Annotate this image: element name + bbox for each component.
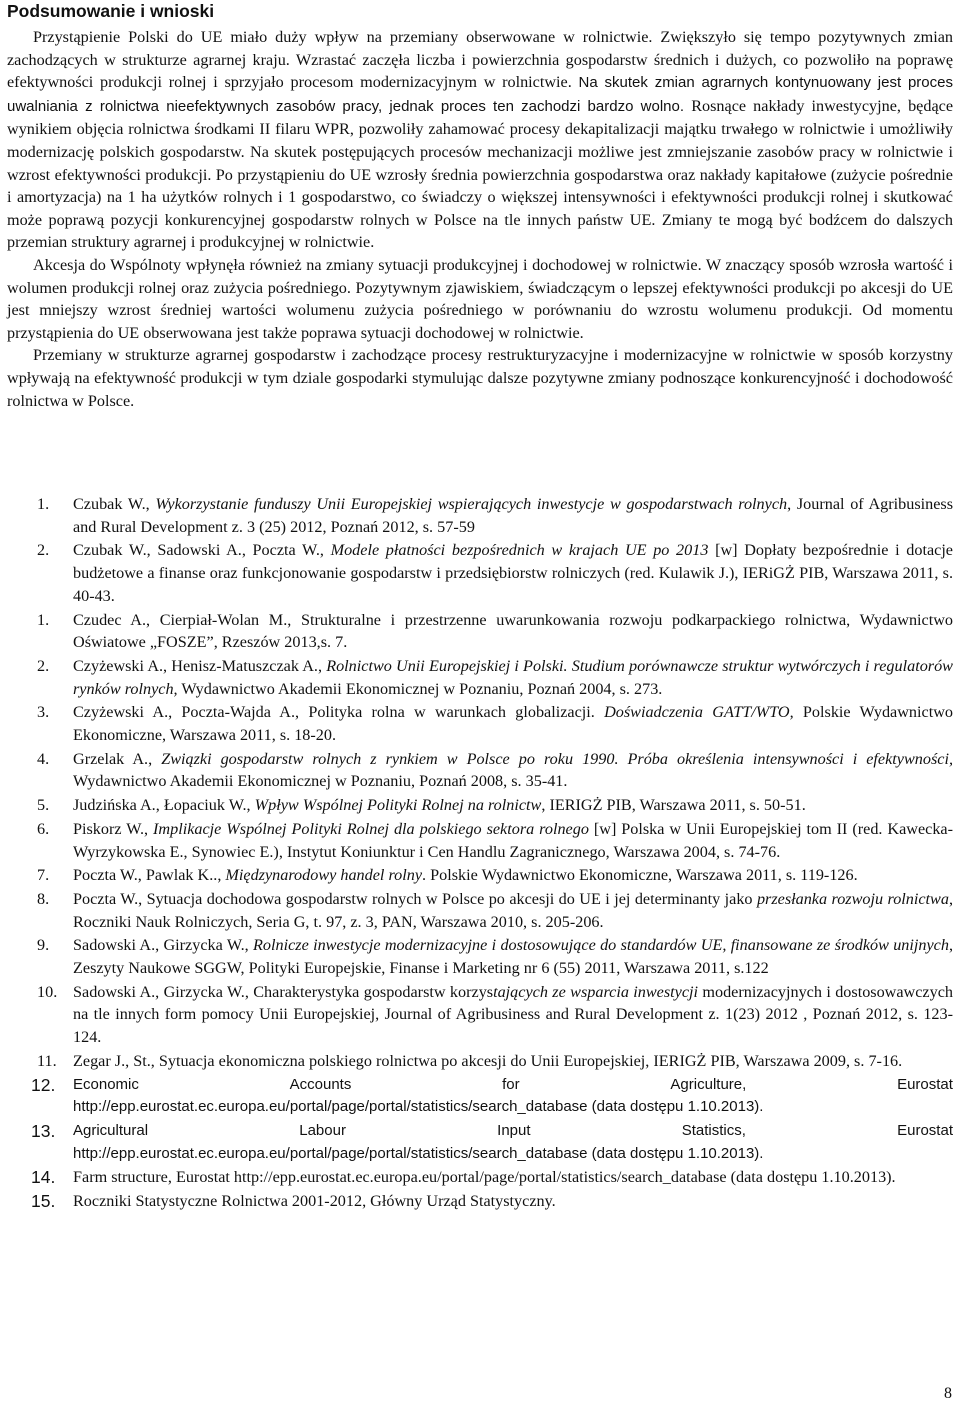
reference-number: 4.	[37, 749, 50, 768]
reference-word: Accounts	[289, 1075, 352, 1093]
reference-word: Statistics,	[681, 1121, 746, 1139]
reference-word: for	[502, 1075, 520, 1093]
reference-details: , Zeszyty Naukowe SGGW, Polityki Europejskie, Finanse i Marketing nr 6 (55) 2011, Warszawa 2011, s.122	[73, 936, 954, 978]
reference-title: Implikacje Wspólnej Polityki Rolnej dla polskiego sektora rolnego	[153, 819, 589, 838]
reference-item	[7, 1050, 953, 1073]
reference-item	[7, 701, 953, 746]
reference-item-web	[7, 1166, 953, 1189]
paragraph-1-part-b: Na skutek zmian agrarnych kontynuowany jest proces uwalniania z rolnictwa nieefektywnych zasobów pracy, jednak proces ten zachodzi bardzo wolno.	[7, 74, 953, 115]
reference-text	[73, 493, 953, 538]
reference-title: przesłanka rozwoju rolnictwa	[756, 889, 949, 908]
reference-details: . Polskie Wydawnictwo Ekonomiczne, Warszawa 2011, s. 119-126.	[422, 866, 858, 885]
reference-url[interactable]: http://epp.eurostat.ec.europa.eu/portal/page/portal/statistics/search_database (data dostępu 1.10.2013).	[73, 1098, 764, 1116]
reference-text	[73, 701, 953, 746]
reference-authors: Piskorz W.,	[73, 819, 154, 838]
reference-authors: Sadowski A., Girzycka W.,	[73, 936, 254, 955]
reference-item	[7, 794, 953, 817]
reference-url[interactable]: http://epp.eurostat.ec.europa.eu/portal/page/portal/statistics/search_database (data dostępu 1.10.2013).	[73, 1144, 764, 1162]
reference-authors: Grzelak A.,	[73, 749, 162, 768]
reference-item	[7, 539, 953, 607]
reference-text	[73, 981, 953, 1049]
reference-number: 5.	[37, 796, 50, 815]
reference-authors: Czyżewski A., Henisz-Matuszczak A.,	[73, 656, 327, 675]
reference-details: , IERIGŻ PIB, Warszawa 2011, s. 50-51.	[541, 796, 806, 815]
reference-word: Agricultural	[73, 1121, 149, 1139]
reference-item	[7, 888, 953, 933]
reference-title: Związki gospodarstw rolnych z rynkiem w Polsce po roku 1990. Próba określenia intensywności i efektywności,	[161, 749, 953, 768]
reference-item	[7, 864, 953, 887]
reference-number: 6.	[37, 819, 50, 838]
reference-item	[7, 655, 953, 700]
reference-title: Międzynarodowy handel rolny	[225, 866, 423, 885]
section-heading: Podsumowanie i wnioski	[7, 1, 215, 21]
reference-number: 3.	[37, 703, 50, 722]
reference-text	[73, 1050, 953, 1073]
reference-item	[7, 493, 953, 538]
reference-authors: Zegar J., St., Sytuacja ekonomiczna polskiego rolnictwa po akcesji do Unii Europejskiej, IERIGŻ PIB, Warszawa 2009, s. 7-16.	[73, 1051, 903, 1070]
reference-details: Polskie Wydawnictwo Ekonomiczne, Warszawa 2011, s. 18-20.	[73, 703, 953, 745]
reference-details: [w] Polska w Unii Europejskiej tom II (red. Kawecka-Wyrzykowska E., Synowiec E.), Instytut Koniunktur i Cen Handlu Zagranicznego, Warszawa 2004, s. 74-76.	[73, 819, 954, 861]
reference-item	[7, 748, 953, 793]
reference-number: 8.	[37, 889, 50, 908]
reference-number: 9.	[37, 936, 50, 955]
reference-word: Input	[497, 1121, 531, 1139]
reference-title: Doświadczenia GATT/WTO,	[604, 703, 794, 722]
reference-authors: Czubak W., Sadowski A., Poczta W.,	[73, 541, 331, 560]
reference-text: Farm structure, Eurostat http://epp.eurostat.ec.europa.eu/portal/page/portal/statistics/search_database (data dostępu 1.10.2013).	[73, 1168, 896, 1187]
reference-title: Wykorzystanie funduszy Unii Europejskiej wspierających inwestycje w gospodarstwach rolnych	[155, 495, 788, 513]
reference-text	[73, 1120, 953, 1165]
reference-number: 14.	[31, 1167, 56, 1188]
reference-title: Wpływ Wspólnej Polityki Rolnej na rolnictw	[254, 796, 542, 815]
paragraph-1	[7, 26, 953, 254]
reference-text	[73, 1074, 953, 1119]
reference-word: Economic	[73, 1075, 139, 1093]
reference-line-1	[73, 1074, 953, 1097]
reference-title: Modele płatności bezpośrednich w krajach UE po 2013	[330, 541, 709, 560]
reference-number: 2.	[37, 541, 50, 560]
reference-text	[73, 864, 953, 887]
reference-authors: Sadowski A., Girzycka W., Charakterystyka gospodarstw korzys	[73, 982, 494, 1001]
reference-number: 15.	[31, 1191, 56, 1212]
reference-details: modernizacyjnych i dostosowawczych na tle innych form pomocy Unii Europejskiej, Journal of Agribusiness and Rural Development z. 1(23) 2012 , Poznań 2012, s. 123-124.	[73, 982, 953, 1047]
reference-word: Labour	[299, 1121, 346, 1139]
reference-authors: Judzińska A., Łopaciuk W.,	[73, 796, 255, 815]
reference-title: Rolnicze inwestycje modernizacyjne i dostosowujące do standardów UE, finansowane ze środków unijnych	[253, 936, 949, 955]
reference-number: 1.	[37, 610, 50, 629]
paragraph-1-part-c: Rosnące nakłady inwestycyjne, będące wynikiem objęcia rolnictwa środkami II filaru WPR, pozwoliły zahamować procesy dekapitalizacji majątku trwałego w rolnictwie i umożliwiły modernizację polskich gospodarstw. Na skutek postępujących procesów mechanizacji możliwe jest zmniejszanie zasobów pracy w rolnictwie i wzrost efektywności produkcji. Po przystąpieniu do UE wzrosły średnia powierzchnia gospodarstwa oraz nakłady kapitałowe (zużycie pośrednie i amortyzacja) na 1 ha użytków rolnych i 1 gospodarstwo, co świadczy o większej intensywności i efektywności produkcji rolnej i skutkować może poprawą pozycji konkurencyjnej gospodarstw rolnych w Polsce na tle innych państw UE. Zmiany te mogą być bodźcem do dalszych przemian struktury agrarnej i produkcyjnej w rolnictwie.	[7, 96, 954, 252]
reference-item	[7, 934, 953, 979]
reference-authors: Poczta W., Sytuacja dochodowa gospodarstw rolnych w Polsce po akcesji do UE i jej determinanty jako	[73, 889, 757, 908]
reference-text	[73, 609, 953, 654]
reference-title: Rolnictwo Unii Europejskiej i Polski. Studium porównawcze struktur wytwórczych i regulatorów rynków rolnych,	[73, 656, 953, 698]
reference-item-web	[7, 1120, 953, 1165]
reference-number: 7.	[37, 866, 50, 885]
reference-details: Wydawnictwo Akademii Ekonomicznej w Poznaniu, Poznań 2008, s. 35-41.	[73, 772, 568, 791]
reference-number: 1.	[37, 495, 50, 513]
paragraph-2: Akcesja do Wspólnoty wpłynęła również na zmiany sytuacji produkcyjnej i dochodowej w rolnictwie. W znaczący sposób wzrosła wartość i wolumen produkcji rolnej oraz zużycia pośredniego. Pozytywnym zjawiskiem, świadczącym o lepszej efektywności produkcji po akcesji do UE jest mniejszy wzrost średniej wartości wolumenu zużycia pośredniego w porównaniu do wzrostu wolumenu produkcji. Od momentu przystąpienia do UE obserwowana jest także poprawa sytuacji dochodowej w rolnictwie.	[7, 255, 953, 342]
reference-number: 2.	[37, 656, 50, 675]
reference-text	[73, 655, 953, 700]
reference-word: Eurostat	[897, 1121, 953, 1139]
paragraph-3: Przemiany w strukturze agrarnej gospodarstw i zachodzące procesy restrukturyzacyjne i modernizacyjne w rolnictwie w sposób korzystny wpływają na efektywność produkcji w tym dziale gospodarki stymulując dalsze pozytywne zmiany podnoszące konkurencyjność i dochodowość rolnictwa w Polsce.	[7, 346, 953, 410]
reference-item-web	[7, 1074, 953, 1119]
reference-text	[73, 888, 953, 933]
reference-authors: Poczta W., Pawlak K..,	[73, 866, 226, 885]
reference-text	[73, 748, 953, 793]
reference-line-1	[73, 1120, 953, 1143]
reference-word: Eurostat	[897, 1075, 953, 1093]
reference-item	[7, 818, 953, 863]
reference-word: Agriculture,	[670, 1075, 747, 1093]
reference-number: 13.	[31, 1120, 56, 1141]
references-list	[7, 493, 953, 1214]
reference-number: 10.	[37, 982, 58, 1001]
reference-authors: Czyżewski A., Poczta-Wajda A., Polityka rolna w warunkach globalizacji.	[73, 703, 605, 722]
reference-text	[73, 818, 953, 863]
reference-details: , Roczniki Nauk Rolniczych, Seria G, t. 97, z. 3, PAN, Warszawa 2010, s. 205-206.	[73, 889, 953, 931]
paragraph-1-part-a: Przystąpienie Polski do UE miało duży wpływ na przemiany obserwowane w rolnictwie. Zwiększyło się tempo pozytywnych zmian zachodzących w strukturze agrarnej kraju. Wzrastać zaczęła liczba i powierzchnia gospodarstw średnich i dużych, co pozwoliło na poprawę efektywności produkcji rolnej i sprzyjało procesom modernizacyjnym w rolnictwie.	[7, 28, 953, 92]
reference-text	[73, 934, 953, 979]
reference-item	[7, 609, 953, 654]
reference-text	[73, 794, 953, 817]
reference-text	[73, 539, 953, 607]
page-number: 8	[944, 1385, 952, 1402]
reference-item	[7, 1190, 953, 1213]
reference-authors: Czudec A., Cierpiał-Wolan M., Strukturalne i przestrzenne uwarunkowania rozwoju podkarpackiego rolnictwa, Wydawnictwo Oświatowe „FOSZE”, Rzeszów 2013,s. 7.	[73, 610, 953, 652]
reference-number: 11.	[37, 1051, 57, 1070]
reference-text: Roczniki Statystyczne Rolnictwa 2001-2012, Główny Urząd Statystyczny.	[73, 1192, 556, 1211]
summary-body	[7, 26, 953, 412]
reference-title: tających ze wsparcia inwestycji	[493, 982, 699, 1001]
reference-details: Wydawnictwo Akademii Ekonomicznej w Poznaniu, Poznań 2004, s. 273.	[177, 679, 663, 698]
reference-number: 12.	[31, 1074, 56, 1095]
reference-authors: Czubak W.,	[73, 495, 156, 513]
reference-item	[7, 981, 953, 1049]
reference-details: [w] Dopłaty bezpośrednie i dotacje budżetowe a finanse oraz funkcjonowanie gospodarstw i przedsiębiorstw rolniczych (red. Kulawik J.), IERiGŻ PIB, Warszawa 2011, s. 40-43.	[73, 541, 953, 605]
reference-details: , Journal of Agribusiness and Rural Development z. 3 (25) 2012, Poznań 2012, s. 57-59	[73, 495, 953, 536]
